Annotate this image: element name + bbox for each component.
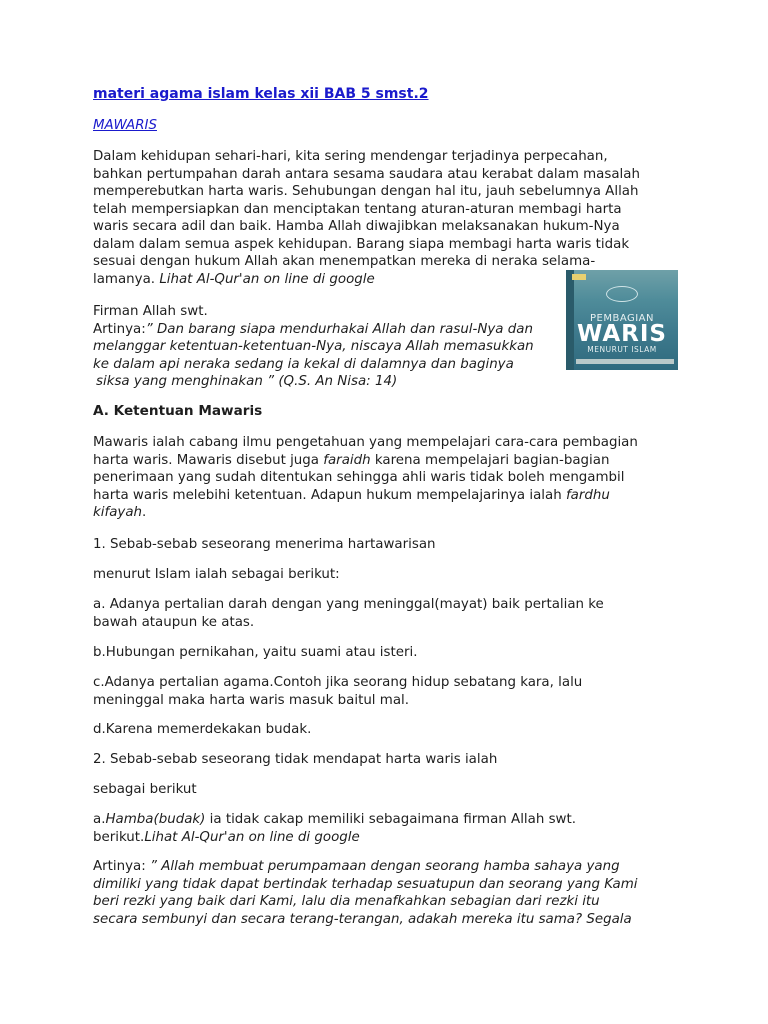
def-term: kifayah — [93, 505, 143, 520]
intro-line: sesuai dengan hukum Allah akan menempatkan mereka di neraka selama- — [93, 254, 596, 269]
item-marker: a. — [93, 812, 106, 827]
intro-line: memperebutkan harta waris. Sehubungan dengan hal itu, jauh sebelumnya Allah — [93, 184, 639, 199]
artinya-line: beri rezki yang baik dari Kami, lalu dia menafkahkan sebagian dari rezki itu — [93, 894, 600, 909]
book-cover-image — [566, 270, 678, 370]
mawaris-definition — [93, 434, 638, 522]
intro-line: bahkan pertumpahan darah antara sesama saudara atau kerabat dalam masalah — [93, 166, 640, 182]
sebab1-item-a — [93, 596, 604, 631]
artinya-label: Artinya: — [93, 321, 146, 337]
quran-reference: Lihat Al-Qur'an on line di google — [159, 271, 375, 287]
def-text: karena mempelajari bagian-bagian — [370, 452, 610, 468]
book-title-sub: MENURUT ISLAM — [587, 345, 657, 354]
firman-line: melanggar ketentuan-ketentuan-Nya, niscaya Allah memasukkan — [93, 339, 534, 354]
item-line: meninggal maka harta waris masuk baitul mal. — [93, 692, 410, 708]
intro-line: telah mempersiapkan dan menciptakan tentang aturan-aturan membagi harta — [93, 201, 622, 217]
book-title-main: WARIS — [577, 321, 667, 347]
book-title-top: PEMBAGIAN — [589, 313, 655, 324]
sebab1-item-d: d.Karena memerdekakan budak. — [93, 722, 312, 737]
sebab1-item-b: b.Hubungan pernikahan, yaitu suami atau isteri. — [93, 645, 418, 660]
def-text: . — [142, 505, 147, 520]
item-text: ia tidak cakap memiliki sebagaimana firman Allah swt. — [205, 812, 577, 827]
item-term: Hamba(budak) — [105, 812, 206, 827]
artinya-block — [93, 858, 638, 928]
mawaris-link[interactable]: MAWARIS — [93, 118, 157, 133]
firman-text: ” Dan barang siapa mendurhakai Allah dan rasul-Nya dan — [145, 321, 533, 337]
firman-block — [93, 303, 534, 391]
sebab1-subheading: menurut Islam ialah sebagai berikut: — [93, 567, 340, 582]
artinya-text: ” Allah membuat perumpamaan dengan seorang hamba sahaya yang — [150, 859, 620, 874]
def-line: penerimaan yang sudah ditentukan sehingga ahli waris tidak boleh mengambil — [93, 470, 625, 485]
def-line — [93, 504, 638, 522]
post-title-link[interactable]: materi agama islam kelas xii BAB 5 smst.2 — [93, 86, 429, 102]
sebab2-item-a — [93, 811, 576, 846]
def-text: harta waris. Mawaris disebut juga — [93, 452, 324, 468]
def-term: fardhu — [565, 487, 610, 503]
def-line — [93, 487, 638, 505]
intro-line: waris secara adil dan baik. Hamba Allah diwajibkan melaksanakan hukum-Nya — [93, 219, 620, 234]
def-line — [93, 452, 638, 470]
item-line: a. Adanya pertalian darah dengan yang meninggal(mayat) baik pertalian ke — [93, 597, 604, 612]
artinya-line: dimiliki yang tidak dapat bertindak terhadap sesuatupun dan seorang yang Kami — [93, 876, 638, 892]
def-term: faraidh — [323, 452, 371, 468]
sebab1-heading: 1. Sebab-sebab seseorang menerima hartawarisan — [93, 537, 436, 552]
artinya-line — [93, 858, 638, 876]
sebab1-item-c — [93, 674, 582, 709]
firman-label: Firman Allah swt. — [93, 304, 208, 319]
intro-last-text: lamanya. — [93, 271, 160, 287]
def-line: Mawaris ialah cabang ilmu pengetahuan yang mempelajari cara-cara pembagian — [93, 435, 638, 450]
intro-paragraph — [93, 148, 640, 288]
firman-line — [93, 321, 534, 339]
intro-line — [93, 271, 640, 289]
intro-line: dalam dalam semua aspek kehidupan. Barang siapa membagi harta waris tidak — [93, 236, 630, 252]
book-emblem — [606, 286, 638, 302]
sebab2-heading: 2. Sebab-sebab seseorang tidak mendapat harta waris ialah — [93, 752, 498, 767]
item-line — [93, 829, 576, 847]
item-text: berikut. — [93, 829, 145, 845]
firman-line: siksa yang menghinakan ” (Q.S. An Nisa: 14) — [96, 374, 398, 389]
book-badge — [572, 274, 586, 280]
artinya-line: secara sembunyi dan secara terang-terangan, adakah mereka itu sama? Segala — [93, 911, 632, 927]
item-line — [93, 811, 576, 829]
book-footer-bar — [576, 359, 674, 364]
item-line: c.Adanya pertalian agama.Contoh jika seorang hidup sebatang kara, lalu — [93, 675, 583, 690]
artinya-label: Artinya: — [93, 859, 151, 874]
firman-line: ke dalam api neraka sedang ia kekal di dalamnya dan baginya — [93, 356, 514, 372]
quran-reference: Lihat Al-Qur'an on line di google — [144, 829, 360, 845]
sebab2-subheading: sebagai berikut — [93, 782, 197, 797]
section-heading: A. Ketentuan Mawaris — [93, 403, 263, 419]
def-text: harta waris melebihi ketentuan. Adapun hukum mempelajarinya ialah — [93, 487, 566, 503]
item-line: bawah ataupun ke atas. — [93, 614, 255, 630]
intro-line: Dalam kehidupan sehari-hari, kita sering mendengar terjadinya perpecahan, — [93, 149, 608, 164]
